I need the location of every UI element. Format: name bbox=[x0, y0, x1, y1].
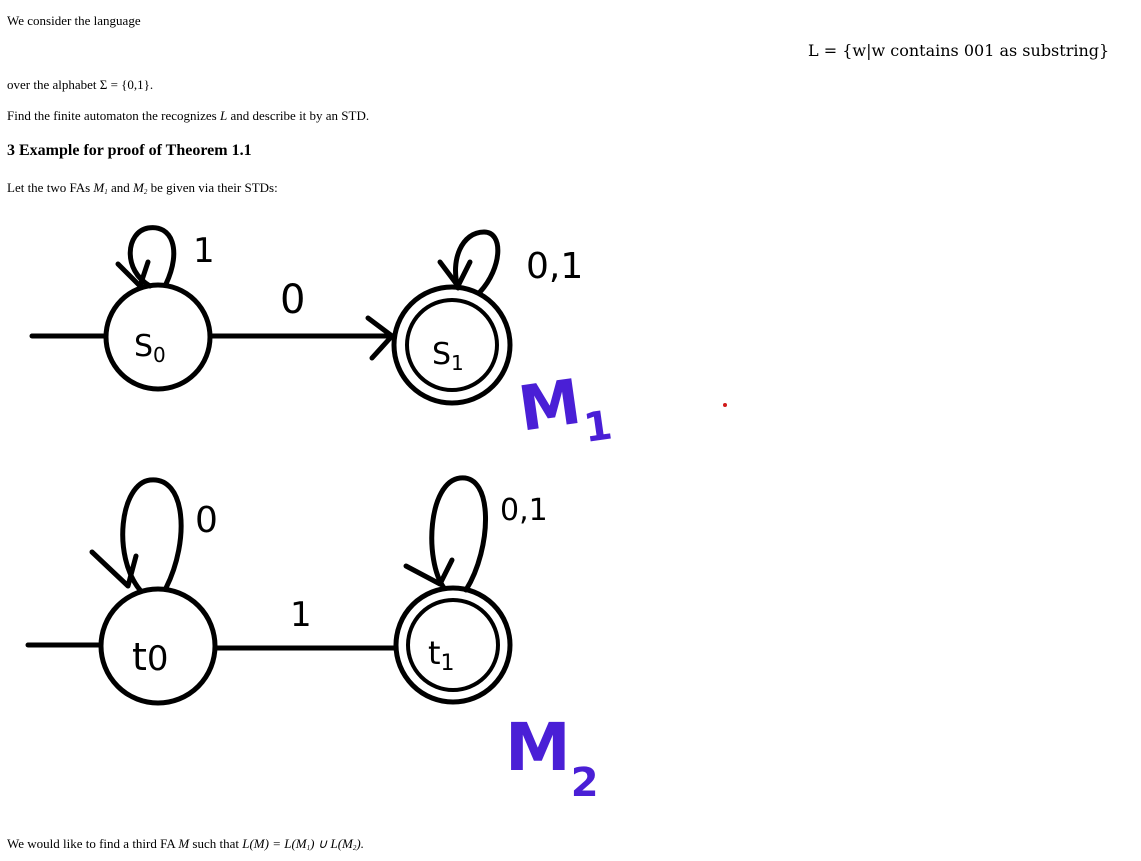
conclusion-mid: such that bbox=[189, 836, 243, 851]
m1-state-s1-inner bbox=[407, 300, 497, 390]
m1-s0-label: $S_0$ bbox=[134, 329, 166, 367]
red-dot bbox=[723, 403, 727, 407]
m2-edge-label: 1 bbox=[290, 595, 312, 635]
section-heading: 3 Example for proof of Theorem 1.1 bbox=[7, 142, 252, 159]
m2-loop-t1-label: 0,1 bbox=[500, 493, 548, 528]
fas-text-1: Let the two FAs bbox=[7, 180, 94, 195]
fas-and: and bbox=[107, 180, 134, 195]
fas-m1: $M_1$ bbox=[93, 180, 108, 196]
m1-name: $M_1$ bbox=[514, 364, 615, 452]
intro-consider: We consider the language bbox=[7, 13, 141, 28]
m1-s1-label: $S_1$ bbox=[432, 337, 464, 375]
find-L: L bbox=[220, 108, 228, 123]
m1-loop-s1-label: 0,1 bbox=[526, 246, 584, 287]
find-prefix: Find the finite automaton the recognizes bbox=[7, 108, 220, 123]
m2-loop-t1 bbox=[432, 478, 486, 590]
m2-state-t1-inner bbox=[408, 600, 498, 690]
fas-m2: $M_2$ bbox=[133, 180, 148, 196]
alphabet-set: {0,1} bbox=[121, 77, 150, 92]
m2-loop-t0-label: 0 bbox=[195, 500, 218, 541]
m1-loop-s0 bbox=[130, 228, 174, 286]
m2-state-t1-outer bbox=[396, 588, 510, 702]
find-suffix: and describe it by an STD. bbox=[227, 108, 370, 123]
m2-t1-label: t1 bbox=[428, 634, 455, 676]
m1-state-s0 bbox=[106, 285, 210, 389]
alphabet-prefix: over the alphabet Σ = bbox=[7, 77, 122, 92]
language-formula: L = {w|w contains 001 as substring} bbox=[808, 41, 1110, 60]
alphabet-suffix: . bbox=[149, 77, 154, 92]
m2-t0-label: t0 bbox=[132, 635, 169, 679]
conclusion-line bbox=[7, 836, 364, 852]
conclusion-m: M bbox=[178, 836, 190, 851]
m1-state-s1-outer bbox=[394, 287, 510, 403]
m2-name: $M_2$ bbox=[505, 709, 599, 806]
conclusion-formula: $L(M) = L(M_1)$ ∪ $L(M_2)$. bbox=[242, 836, 364, 852]
m1-edge-label: 0 bbox=[280, 277, 306, 323]
conclusion-prefix: We would like to find a third FA bbox=[7, 836, 179, 851]
m1-loop-s0-label: 1 bbox=[193, 231, 215, 271]
m2-loop-t1-arrowhead bbox=[406, 560, 452, 584]
m1-diagram bbox=[32, 228, 615, 461]
m2-diagram bbox=[28, 478, 599, 806]
fas-text-2: be given via their STDs: bbox=[147, 180, 278, 195]
